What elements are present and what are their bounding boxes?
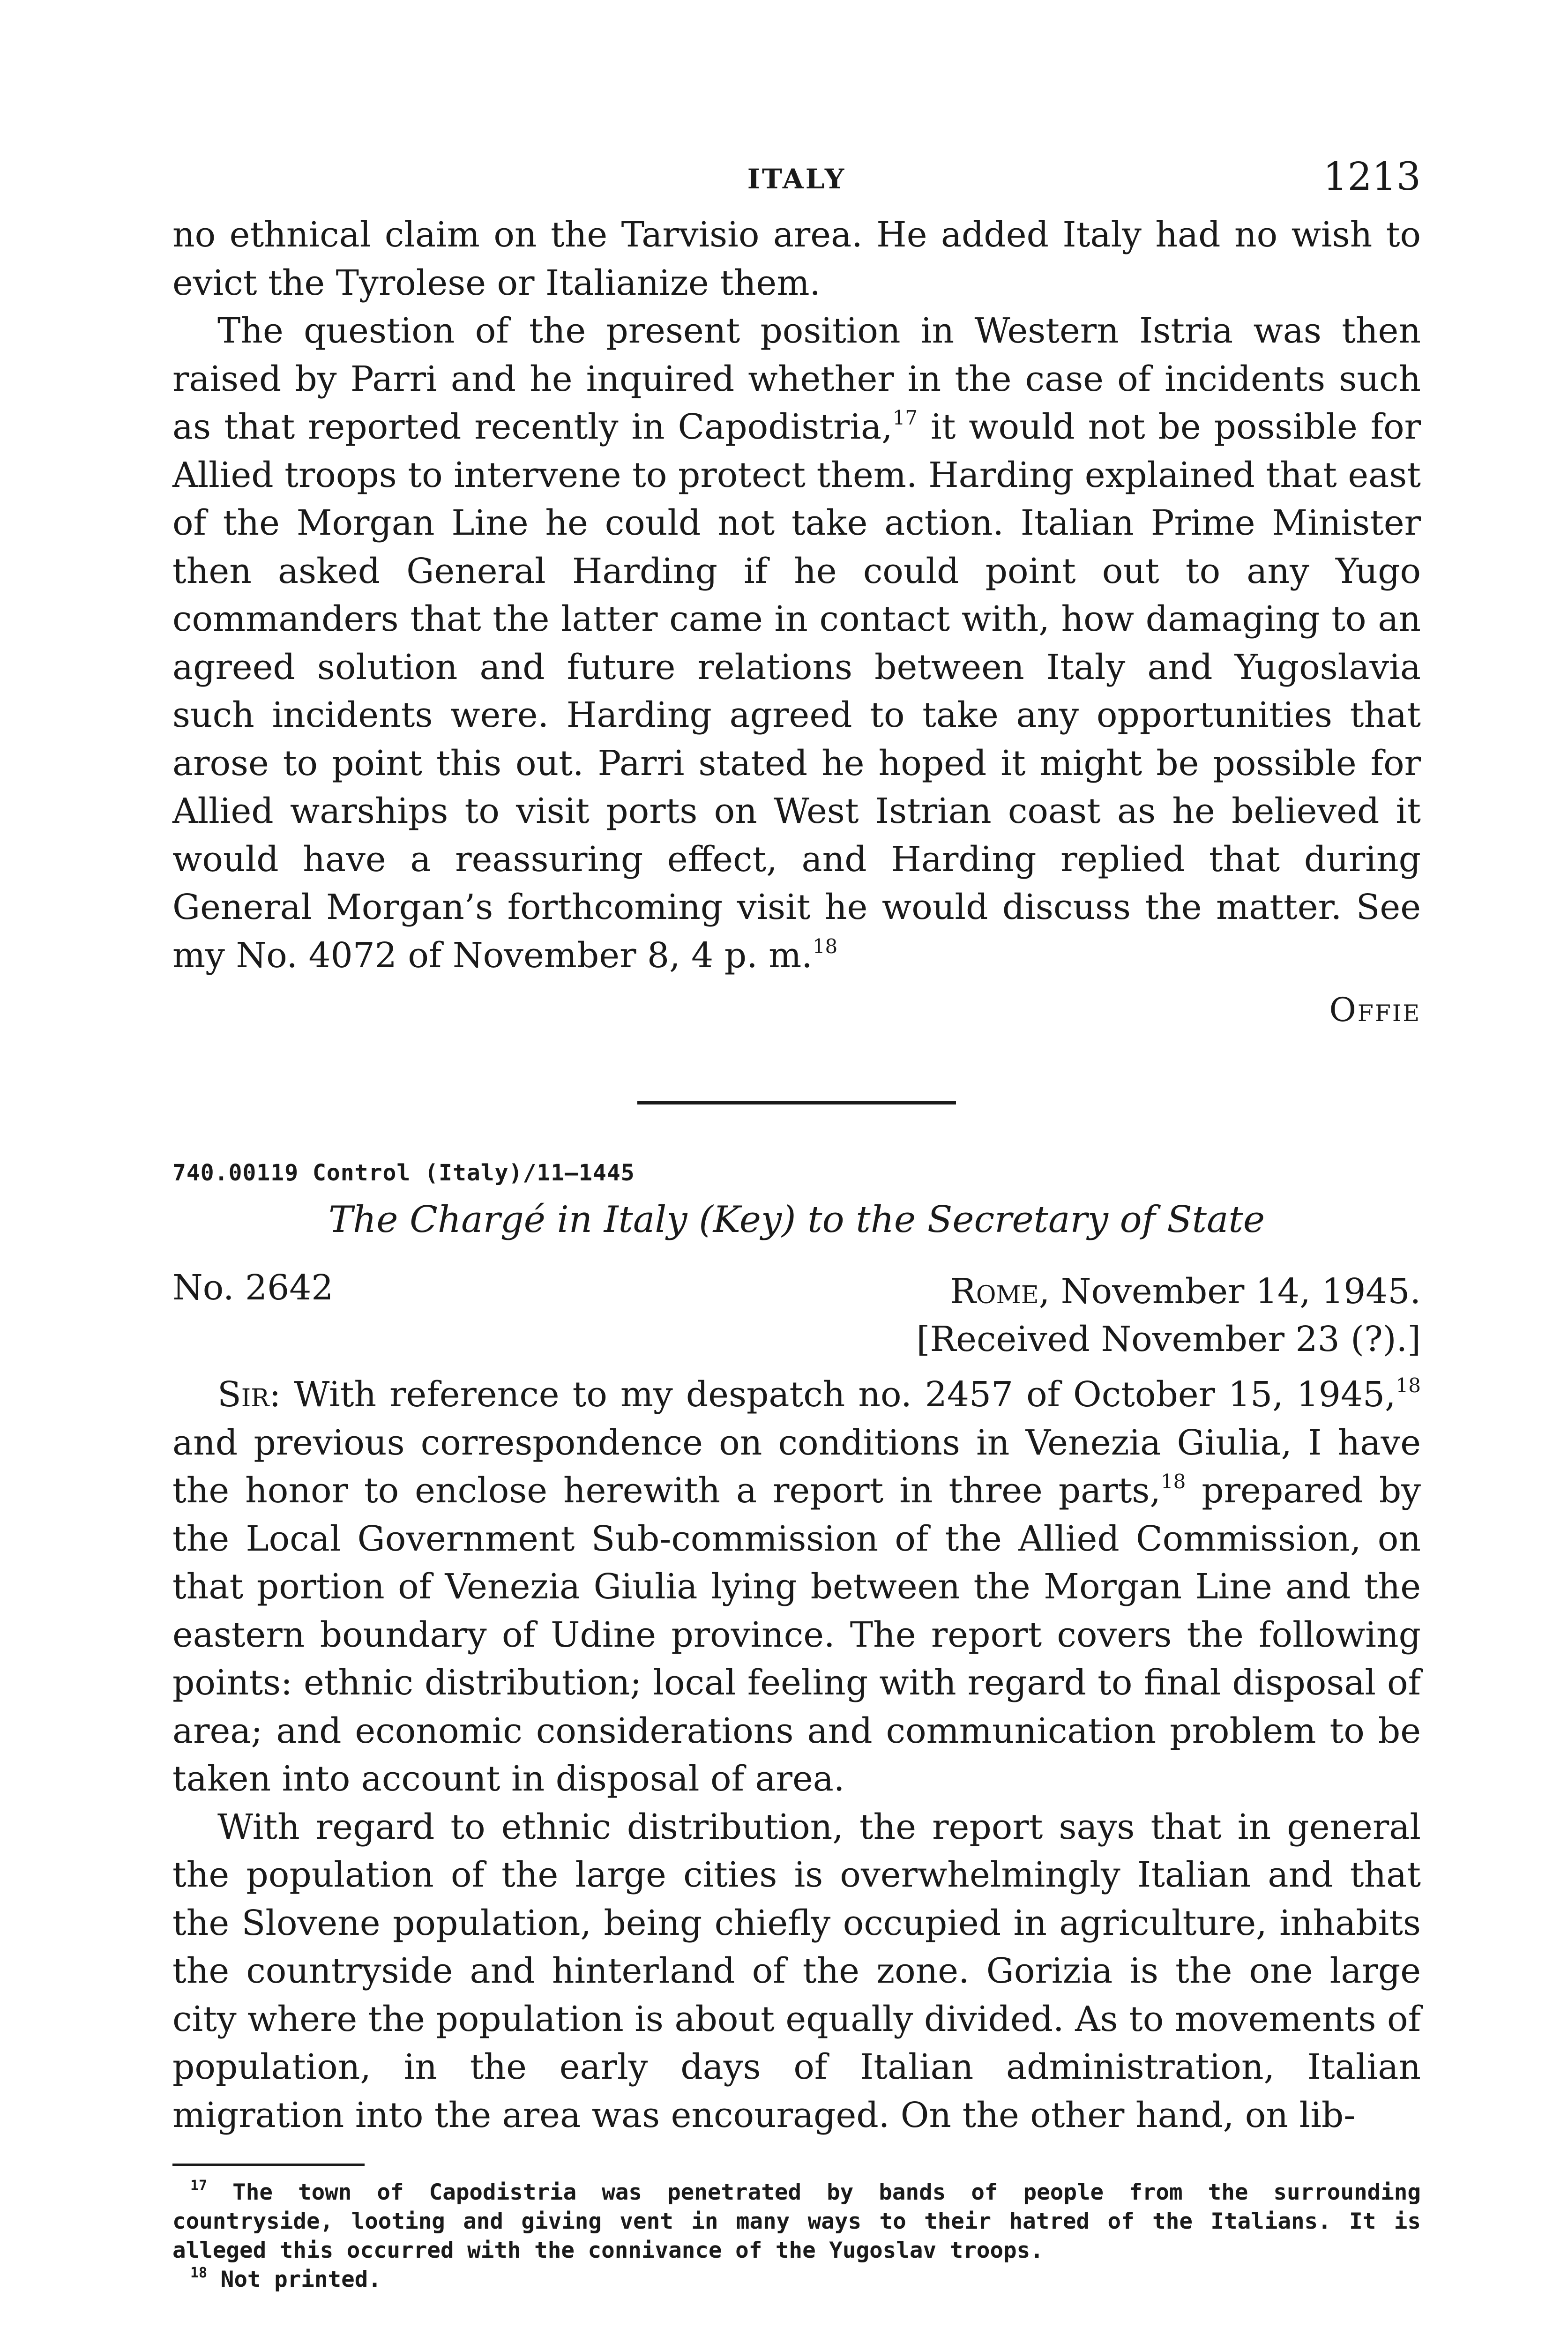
despatch-place-date [917, 1268, 1421, 1363]
prev-paragraph-2-text-a: The question of the present position in Western Istria was then raised by Parri and he inquired whether in the case of incidents such as that reported recently in Capodistria, [172, 311, 1421, 447]
signature: Offie [1329, 991, 1421, 1029]
footnote-marker: 18 [190, 2265, 208, 2281]
place-date: , November 14, 1945. [1038, 1271, 1421, 1312]
footnote-ref-18[interactable]: 18 [1160, 1470, 1186, 1493]
prev-paragraph-1: no ethnical claim on the Tarvisio area. He added Italy had no wish to evict the Tyrolese or Italianize them. [172, 215, 1421, 303]
salutation: Sir [217, 1374, 269, 1415]
place-date-line [917, 1268, 1421, 1315]
footnote-text: The town of Capodistria was penetrated by bands of people from the surrounding countryside, looting and giving vent in many ways to their hatred of the Italians. It is alleged this occurred with the connivance of the Yugoslav troops. [172, 2179, 1421, 2263]
letter-paragraph-1-text-c: prepared by the Local Government Sub-commission of the Allied Commission, on that portion of Venezia Giulia lying between the Morgan Line and the eastern boundary of Udine province. The report covers the following points: ethnic distribution; local feeling with regard to final disposal of area; and economic considerations and communication problem to be taken into account in disposal of area. [172, 1470, 1421, 1799]
despatch-header [172, 1268, 1421, 1371]
page [172, 141, 1421, 2294]
footnotes [172, 2178, 1421, 2294]
prev-paragraph-2 [172, 307, 1421, 979]
letter-paragraph-1 [172, 1371, 1421, 1803]
running-header [172, 141, 1421, 211]
despatch-number: No. 2642 [172, 1268, 334, 1308]
letter-paragraph-1-text-a: : With reference to my despatch no. 2457 of October 15, 1945, [269, 1374, 1396, 1415]
footnote-ref-18[interactable]: 18 [812, 934, 838, 958]
footnote-18 [172, 2265, 1421, 2294]
section-divider [637, 1101, 956, 1104]
footnote-17 [172, 2178, 1421, 2265]
footnote-text: Not printed. [207, 2267, 381, 2292]
letter-paragraph-2: With regard to ethnic distribution, the report says that in general the population of the large cities is overwhelmingly Italian and that the Slovene population, being chiefly occupied in agriculture, inhabits the countryside and hinterland of the zone. Gorizia is the one large city where the population is about equally divided. As to movements of population, in the early days of Italian administration, Italian migration into the area was encouraged. On the other hand, on lib- [172, 1806, 1421, 2135]
file-reference: 740.00119 Control (Italy)/11–1445 [172, 1160, 635, 1186]
footnote-marker: 17 [190, 2178, 208, 2194]
place-city: Rome [950, 1271, 1039, 1312]
running-title: ITALY [747, 163, 846, 195]
footnote-ref-18[interactable]: 18 [1396, 1374, 1421, 1397]
received-line: [Received November 23 (?).] [916, 1319, 1421, 1359]
document-title: The Chargé in Italy (Key) to the Secretary of State [328, 1199, 1265, 1241]
footnote-rule [172, 2164, 365, 2166]
letter-paragraph-1-text-b: and previous correspondence on conditions in Venezia Giulia, I have the honor to enclose herewith a report in three parts, [172, 1422, 1421, 1511]
footnote-ref-17[interactable]: 17 [892, 406, 918, 429]
prev-paragraph-2-text-b: it would not be possible for Allied troops to intervene to protect them. Harding explained that east of the Morgan Line he could not take action. Italian Prime Minister then asked General Harding if he could point out to any Yugo commanders that the latter came in contact with, how damaging to an agreed solution and future relations between Italy and Yugoslavia such incidents were. Harding agreed to take any opportunities that arose to point this out. Parri stated he hoped it might be possible for Allied warships to visit ports on West Istrian coast as he believed it would have a reassuring effect, and Harding replied that during General Morgan’s forthcoming visit he would discuss the matter. See my No. 4072 of November 8, 4 p. m. [172, 407, 1421, 976]
page-number: 1213 [1323, 155, 1421, 199]
